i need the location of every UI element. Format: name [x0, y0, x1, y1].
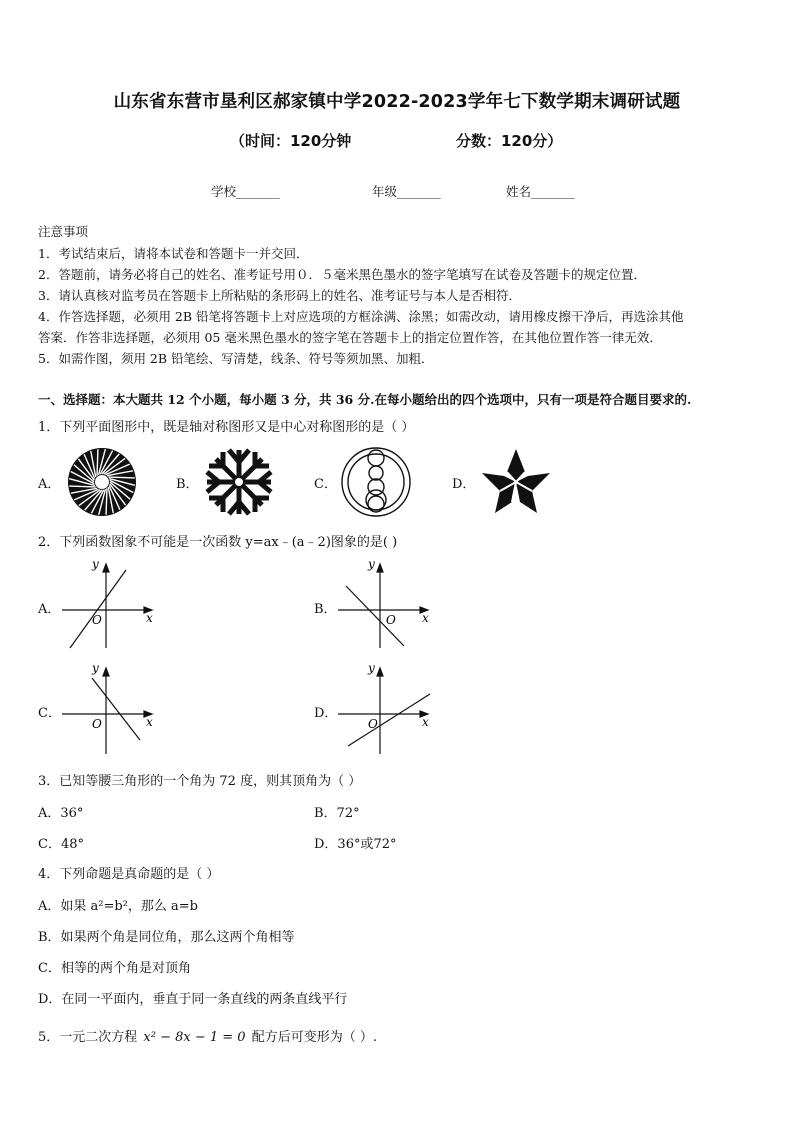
grade-field: 年级_______	[372, 184, 441, 199]
q2-label-b: B．	[314, 602, 337, 617]
q2-graph-d	[334, 660, 434, 756]
notice-item-4-cont: 答案．作答非选择题，必须用 05 毫米黑色墨水的签字笔在答题卡上的指定位置作答，在其他位置作答一律无效．	[38, 330, 662, 345]
q3-option-c: C．48°	[38, 837, 84, 852]
q1-figure-a-sunburst	[66, 446, 138, 518]
q1-label-a: A．	[38, 477, 61, 492]
notice-item-3: 3．请认真核对监考员在答题卡上所粘贴的条形码上的姓名、准考证号与本人是否相符．	[38, 288, 521, 303]
q5-stem-pre: 5．一元二次方程	[38, 1030, 138, 1045]
q2d-x-label: x	[422, 715, 429, 729]
exam-time: （时间：120分钟	[230, 132, 352, 150]
notice-item-1: 1．考试结束后，请将本试卷和答题卡一并交回．	[38, 246, 309, 261]
q2b-origin-label: O	[386, 613, 396, 627]
q4-option-b: B．如果两个角是同位角，那么这两个角相等	[38, 930, 295, 945]
q1-figure-b-snowflake	[203, 446, 275, 518]
q2-graph-a	[58, 556, 158, 652]
q2c-x-label: x	[146, 715, 153, 729]
q1-figure-d-star	[480, 446, 552, 518]
question-4-stem: 4．下列命题是真命题的是（ ）	[38, 867, 220, 882]
q2-label-a: A．	[38, 602, 61, 617]
sunburst-ray	[106, 488, 107, 514]
q2-label-d: D．	[314, 706, 338, 721]
q2b-x-label: x	[422, 611, 429, 625]
q1-label-b: B．	[176, 477, 199, 492]
sunburst-ray	[97, 449, 98, 475]
q2c-y-label: y	[92, 661, 99, 675]
q5-equation: x² − 8x − 1 = 0	[143, 1030, 246, 1045]
question-3-stem: 3．已知等腰三角形的一个角为 72 度，则其顶角为（ ）	[38, 774, 362, 789]
exam-score: 分数：120分）	[456, 132, 563, 150]
q1-label-d: D．	[452, 477, 476, 492]
school-field: 学校_______	[211, 184, 280, 199]
q4-option-d: D．在同一平面内，垂直于同一条直线的两条直线平行	[38, 992, 348, 1007]
q5-stem-post: 配方后可变形为（ ）.	[251, 1030, 377, 1045]
page-title: 山东省东营市垦利区郝家镇中学2022-2023学年七下数学期末调研试题	[113, 92, 681, 112]
q4-option-c: C．相等的两个角是对顶角	[38, 961, 191, 976]
question-2-stem: 2．下列函数图象不可能是一次函数 y=ax﹣(a﹣2)图象的是( )	[38, 535, 398, 550]
q2b-y-label: y	[368, 557, 375, 571]
question-5-stem	[38, 1026, 377, 1045]
q4-option-a: A．如果 a²=b²，那么 a=b	[38, 899, 199, 914]
q3-option-b: B．72°	[314, 806, 360, 821]
q2a-y-label: y	[92, 557, 99, 571]
sunburst-ray	[69, 486, 95, 487]
q2-graph-c	[58, 660, 158, 756]
notice-item-4: 4．作答选择题，必须用 2B 铅笔将答题卡上对应选项的方框涂满、涂黑；如需改动，请用橡皮擦干净后，再选涂其他	[38, 309, 684, 324]
q2a-origin-label: O	[92, 613, 102, 627]
section-heading: 一、选择题：本大题共 12 个小题，每小题 3 分，共 36 分.在每小题给出的四个选项中，只有一项是符合题目要求的.	[38, 392, 692, 407]
q2a-x-label: x	[146, 611, 153, 625]
sunburst-ray	[108, 477, 134, 478]
q2d-origin-label: O	[368, 717, 378, 731]
q2-graph-b	[334, 556, 434, 652]
q3-option-a: A．36°	[38, 806, 84, 821]
q1-figure-c-circles	[340, 446, 412, 518]
notice-item-2: 2．答题前，请务必将自己的姓名、准考证号用０．５毫米黑色墨水的签字笔填写在试卷及答题卡的规定位置．	[38, 267, 646, 282]
notice-item-5: 5．如需作图，须用 2B 铅笔绘、写清楚，线条、符号等须加黑、加粗．	[38, 351, 434, 366]
q3-option-d: D．36°或72°	[314, 837, 397, 852]
question-1-stem: 1．下列平面图形中，既是轴对称图形又是中心对称图形的是（ ）	[38, 420, 415, 435]
q1-label-c: C．	[314, 477, 337, 492]
q2-label-c: C．	[38, 706, 61, 721]
notice-heading: 注意事项	[38, 224, 89, 239]
name-field: 姓名_______	[506, 184, 575, 199]
q2d-y-label: y	[368, 661, 375, 675]
q2c-origin-label: O	[92, 717, 102, 731]
